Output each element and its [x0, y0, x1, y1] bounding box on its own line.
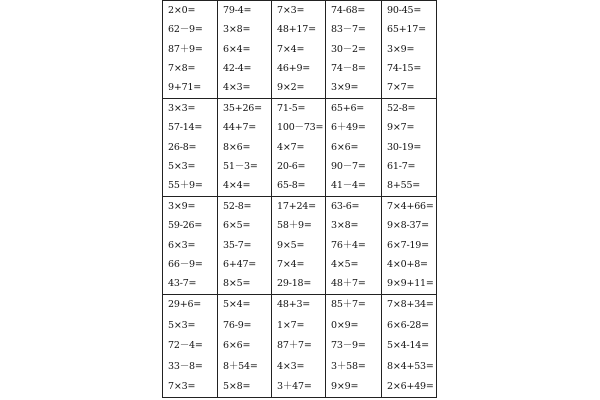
math-problem: 3×8=: [331, 220, 359, 232]
math-problem: 8×6=: [223, 141, 251, 153]
math-problem: 51－3=: [223, 160, 258, 172]
math-problem: 87＋9=: [168, 43, 203, 55]
math-problem: 0×9=: [331, 319, 359, 331]
math-problem: 76＋4=: [331, 239, 366, 251]
problem-block: [382, 295, 436, 397]
math-problem: 100－73=: [277, 122, 324, 134]
math-problem: 74－8=: [331, 62, 366, 74]
problem-block: [382, 1, 436, 99]
problem-block: [163, 1, 218, 99]
arithmetic-worksheet: [162, 0, 437, 398]
math-problem: 65-8=: [277, 180, 306, 191]
math-problem: 26-8=: [168, 141, 197, 153]
problem-block: [272, 99, 326, 197]
math-problem: 2×6+49=: [387, 381, 434, 392]
math-problem: 79-4=: [223, 5, 252, 16]
math-problem: 9×7=: [387, 122, 415, 134]
math-problem: 55＋9=: [168, 180, 203, 191]
math-problem: 5×3=: [168, 160, 196, 172]
math-problem: 7×7=: [387, 82, 415, 93]
math-problem: 8+55=: [387, 180, 421, 191]
math-problem: 6×6-28=: [387, 319, 429, 331]
math-problem: 90－7=: [331, 160, 366, 172]
math-problem: 8×5=: [223, 278, 251, 289]
math-problem: 48+3=: [277, 299, 311, 310]
math-problem: 61-7=: [387, 160, 416, 172]
problem-block: [272, 295, 326, 397]
math-problem: 1×7=: [277, 319, 305, 331]
math-problem: 7×8=: [168, 62, 196, 74]
math-problem: 35-7=: [223, 239, 252, 251]
problem-block: [382, 99, 436, 197]
math-problem: 72－4=: [168, 340, 203, 351]
math-problem: 35+26=: [223, 103, 262, 114]
math-problem: 62－9=: [168, 24, 203, 36]
math-problem: 52-8=: [387, 103, 416, 114]
math-problem: 7×4+66=: [387, 201, 434, 212]
math-problem: 30-19=: [387, 141, 422, 153]
math-problem: 6+47=: [223, 258, 257, 270]
math-problem: 46+9=: [277, 62, 311, 74]
math-problem: 9×5=: [277, 239, 305, 251]
math-problem: 65+6=: [331, 103, 365, 114]
math-problem: 17+24=: [277, 201, 316, 212]
math-problem: 2×0=: [168, 5, 196, 16]
problem-block: [163, 197, 218, 295]
problem-block: [218, 295, 272, 397]
math-problem: 59-26=: [168, 220, 203, 232]
math-problem: 48＋7=: [331, 278, 366, 289]
math-problem: 4×3=: [223, 82, 251, 93]
problem-block: [326, 99, 382, 197]
math-problem: 65+17=: [387, 24, 426, 36]
math-problem: 74-68=: [331, 5, 366, 16]
math-problem: 8×4+53=: [387, 360, 434, 372]
problem-block: [163, 99, 218, 197]
problem-block: [272, 197, 326, 295]
math-problem: 7×4=: [277, 43, 305, 55]
math-problem: 6＋49=: [331, 122, 366, 134]
math-problem: 66－9=: [168, 258, 203, 270]
math-problem: 3×8=: [223, 24, 251, 36]
math-problem: 3×3=: [168, 103, 196, 114]
math-problem: 33－8=: [168, 360, 203, 372]
math-problem: 29+6=: [168, 299, 202, 310]
math-problem: 4×4=: [223, 180, 251, 191]
math-problem: 30－2=: [331, 43, 366, 55]
math-problem: 6×6=: [331, 141, 359, 153]
math-problem: 3×9=: [331, 82, 359, 93]
problem-block: [218, 99, 272, 197]
math-problem: 9×8-37=: [387, 220, 429, 232]
math-problem: 71-5=: [277, 103, 306, 114]
math-problem: 83－7=: [331, 24, 366, 36]
math-problem: 3＋58=: [331, 360, 366, 372]
math-problem: 41－4=: [331, 180, 366, 191]
math-problem: 43-7=: [168, 278, 197, 289]
math-problem: 7×3=: [168, 381, 196, 392]
math-problem: 6×3=: [168, 239, 196, 251]
math-problem: 5×4-14=: [387, 340, 429, 351]
math-problem: 6×7-19=: [387, 239, 429, 251]
math-problem: 4×7=: [277, 141, 305, 153]
problem-block: [326, 1, 382, 99]
math-problem: 58＋9=: [277, 220, 312, 232]
problem-block: [163, 295, 218, 397]
problem-block: [326, 197, 382, 295]
math-problem: 9×9+11=: [387, 278, 434, 289]
math-problem: 42-4=: [223, 62, 252, 74]
problem-block: [382, 197, 436, 295]
problem-block: [218, 1, 272, 99]
math-problem: 52-8=: [223, 201, 252, 212]
math-problem: 76-9=: [223, 319, 252, 331]
math-problem: 85＋7=: [331, 299, 366, 310]
math-problem: 6×5=: [223, 220, 251, 232]
math-problem: 74-15=: [387, 62, 422, 74]
problem-block: [218, 197, 272, 295]
problem-block: [272, 1, 326, 99]
math-problem: 3×9=: [387, 43, 415, 55]
math-problem: 9×9=: [331, 381, 359, 392]
math-problem: 57-14=: [168, 122, 203, 134]
math-problem: 9+71=: [168, 82, 202, 93]
math-problem: 87＋7=: [277, 340, 312, 351]
math-problem: 7×8+34=: [387, 299, 434, 310]
math-problem: 90-45=: [387, 5, 422, 16]
math-problem: 3＋47=: [277, 381, 312, 392]
math-problem: 7×3=: [277, 5, 305, 16]
math-problem: 44+7=: [223, 122, 257, 134]
math-problem: 6×6=: [223, 340, 251, 351]
math-problem: 5×8=: [223, 381, 251, 392]
math-problem: 6×4=: [223, 43, 251, 55]
math-problem: 3×9=: [168, 201, 196, 212]
math-problem: 5×3=: [168, 319, 196, 331]
math-problem: 9×2=: [277, 82, 305, 93]
math-problem: 63-6=: [331, 201, 360, 212]
math-problem: 29-18=: [277, 278, 312, 289]
math-problem: 48+17=: [277, 24, 316, 36]
math-problem: 5×4=: [223, 299, 251, 310]
math-problem: 4×0+8=: [387, 258, 428, 270]
math-problem: 4×5=: [331, 258, 359, 270]
math-problem: 20-6=: [277, 160, 306, 172]
problem-block: [326, 295, 382, 397]
math-problem: 8＋54=: [223, 360, 258, 372]
math-problem: 4×3=: [277, 360, 305, 372]
math-problem: 7×4=: [277, 258, 305, 270]
math-problem: 73－9=: [331, 340, 366, 351]
